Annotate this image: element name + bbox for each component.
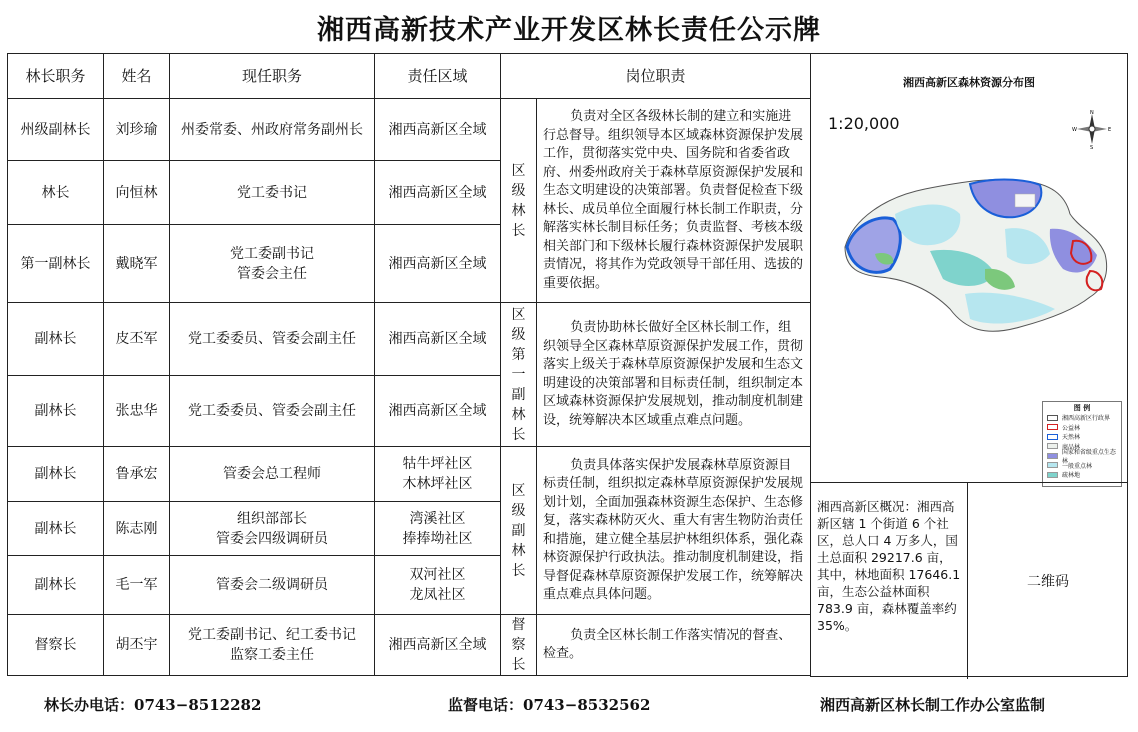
table-header-row (8, 54, 811, 99)
area-cell: 双河社区 龙凤社区 (375, 556, 501, 615)
duty-first-deputy: 负责协助林长做好全区林长制工作，组织领导全区森林草原资源保护发展工作，贯彻落实上级关于森林草原资源保护发展和生态文明建设的决策部署和目标责任制，组织制定本区域森林资源保护发展规划，推动制度机制建设，统筹解决本区域重点难点问题。 (537, 303, 811, 447)
name-cell: 毛一军 (104, 556, 170, 615)
svg-text:E: E (1108, 127, 1112, 133)
role-cell: 副林长 (8, 303, 104, 376)
legend-title: 图 例 (1073, 404, 1091, 412)
area-cell: 湘西高新区全域 (375, 376, 501, 447)
header-position: 现任职务 (170, 54, 375, 99)
duty-inspector: 负责全区林长制工作落实情况的督查、检查。 (537, 615, 811, 676)
forest-map (835, 159, 1125, 349)
position-cell: 党工委委员、管委会副主任 (170, 303, 375, 376)
map-scale: 1:20,000 (828, 114, 900, 133)
legend-item: 商品林 (1043, 442, 1121, 452)
compass-icon (1072, 109, 1112, 149)
legend-item: 国家和省级重点生态林 (1043, 451, 1121, 461)
role-cell: 督察长 (8, 615, 104, 676)
svg-text:N: N (1090, 110, 1094, 116)
group-label-deputy: 区 级 副 林 长 (501, 447, 537, 615)
name-cell: 鲁承宏 (104, 447, 170, 502)
qr-code-placeholder: 二维码 (1027, 574, 1069, 590)
side-panel (810, 53, 1128, 677)
legend-item: 疏林地 (1043, 470, 1121, 480)
legend-item: 公益林 (1043, 423, 1121, 433)
role-cell: 州级副林长 (8, 99, 104, 161)
name-cell: 刘珍瑜 (104, 99, 170, 161)
position-cell: 组织部部长 管委会四级调研员 (170, 502, 375, 556)
role-cell: 副林长 (8, 502, 104, 556)
role-cell: 副林长 (8, 556, 104, 615)
header-name: 姓名 (104, 54, 170, 99)
supervisor-text: 湘西高新区林长制工作办公室监制 (820, 696, 1046, 714)
svg-text:S: S (1090, 145, 1094, 149)
header-duty: 岗位职责 (501, 54, 811, 99)
area-cell: 湘西高新区全域 (375, 225, 501, 303)
legend-item: 一般重点林 (1043, 461, 1121, 471)
header-role: 林长职务 (8, 54, 104, 99)
duty-chief: 负责对全区各级林长制的建立和实施进行总督导。组织领导本区域森林资源保护发展工作，贯彻落实党中央、国务院和省委省政府、州委州政府关于森林草原资源保护发展和生态文明建设的决策部署。负责督促检查下级林长、成员单位全面履行林长制工作职责，分解落实林长制目标任务；负责监督、考核本级相关部门和下级林长履行森林资源保护发展职责情况，将其作为党政领导干部任用、选拔的重要依据。 (537, 99, 811, 303)
name-cell: 向恒林 (104, 161, 170, 225)
info-section (810, 482, 1128, 679)
name-cell: 胡丕宇 (104, 615, 170, 676)
role-cell: 第一副林长 (8, 225, 104, 303)
supervise-phone-text: 监督电话：0743−8532562 (448, 696, 651, 714)
position-cell: 党工委副书记、纪工委书记 监察工委主任 (170, 615, 375, 676)
hotline-text: 林长办电话：0743−8512282 (44, 696, 262, 714)
position-cell: 党工委书记 (170, 161, 375, 225)
name-cell: 戴晓军 (104, 225, 170, 303)
position-cell: 党工委副书记 管委会主任 (170, 225, 375, 303)
legend-item: 天然林 (1043, 432, 1121, 442)
overview-text: 湘西高新区概况：湘西高新区辖 1 个街道 6 个社区，总人口 4 万多人，国土总面积 29217.6 亩，其中，林地面积 17646.1 亩，生态公益林面积 783.9 亩，森林覆盖率约 35%。 (810, 483, 968, 679)
area-cell: 湘西高新区全域 (375, 303, 501, 376)
duty-deputy: 负责具体落实保护发展森林草原资源目标责任制，组织拟定森林草原资源保护发展规划计划，全面加强森林资源生态保护、生态修复，落实森林防灭火、重大有害生物防治责任和措施，建立健全基层护林组织体系，强化森林资源保护行政执法。推动制度机制建设，指导督促森林草原资源保护发展工作，统筹解决重点难点具体问题。 (537, 447, 811, 615)
role-cell: 副林长 (8, 447, 104, 502)
role-cell: 副林长 (8, 376, 104, 447)
responsibility-table (7, 53, 811, 676)
position-cell: 管委会二级调研员 (170, 556, 375, 615)
page-title: 湘西高新技术产业开发区林长责任公示牌 (317, 15, 821, 46)
table-row (8, 303, 811, 376)
map-title: 湘西高新区森林资源分布图 (903, 76, 1035, 89)
name-cell: 陈志刚 (104, 502, 170, 556)
area-cell: 湘西高新区全域 (375, 99, 501, 161)
map-legend (1042, 401, 1122, 487)
svg-text:W: W (1072, 127, 1077, 133)
group-label-first-deputy: 区 级 第 一 副 林 长 (501, 303, 537, 447)
table-row (8, 447, 811, 502)
header-area: 责任区域 (375, 54, 501, 99)
group-label-inspector: 督 察 长 (501, 615, 537, 676)
area-cell: 牯牛坪社区 木林坪社区 (375, 447, 501, 502)
name-cell: 皮丕军 (104, 303, 170, 376)
table-row (8, 615, 811, 676)
name-cell: 张忠华 (104, 376, 170, 447)
area-cell: 湘西高新区全域 (375, 615, 501, 676)
position-cell: 党工委委员、管委会副主任 (170, 376, 375, 447)
area-cell: 湾溪社区 捧捧坳社区 (375, 502, 501, 556)
role-cell: 林长 (8, 161, 104, 225)
table-row (8, 99, 811, 161)
position-cell: 州委常委、州政府常务副州长 (170, 99, 375, 161)
group-label-chief: 区 级 林 长 (501, 99, 537, 303)
area-cell: 湘西高新区全域 (375, 161, 501, 225)
legend-item: 湘西高新区行政界 (1043, 413, 1121, 423)
position-cell: 管委会总工程师 (170, 447, 375, 502)
